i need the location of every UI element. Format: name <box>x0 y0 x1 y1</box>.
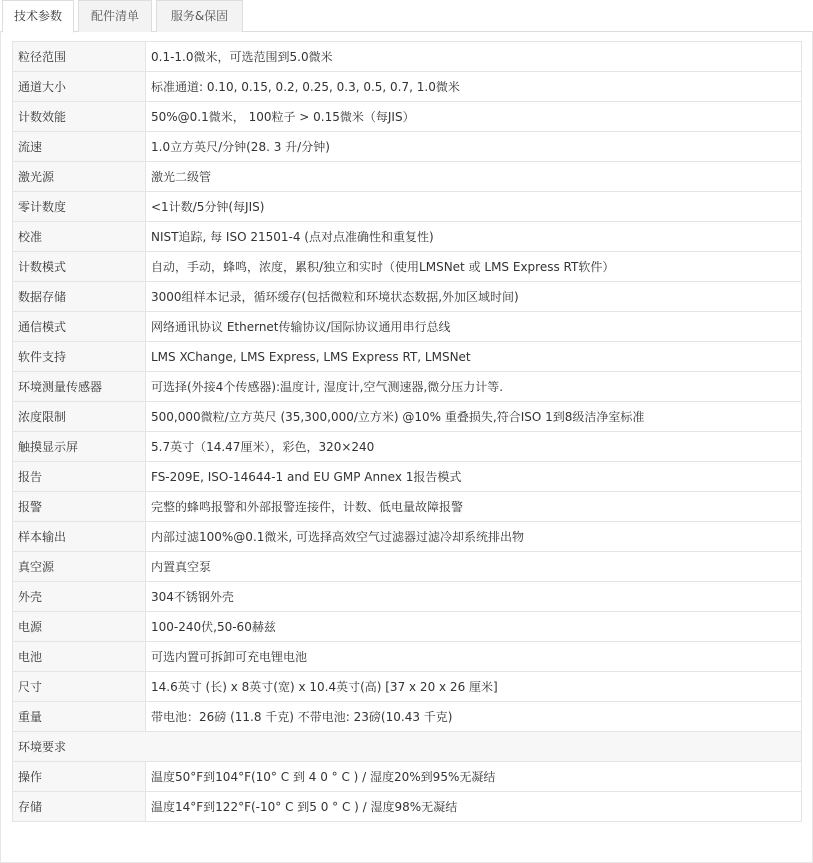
spec-value: <1计数/5分钟(每JIS) <box>146 192 802 222</box>
spec-row <box>13 372 802 402</box>
spec-row <box>13 252 802 282</box>
spec-key: 电源 <box>13 612 146 642</box>
spec-table <box>12 41 802 822</box>
spec-value: 内部过滤100%@0.1微米, 可选择高效空气过滤器过滤冷却系统排出物 <box>146 522 802 552</box>
spec-key: 计数模式 <box>13 252 146 282</box>
tab-panel <box>0 31 813 863</box>
spec-group-row <box>13 732 802 762</box>
spec-value: 304不锈钢外壳 <box>146 582 802 612</box>
spec-key: 触摸显示屏 <box>13 432 146 462</box>
spec-value: LMS XChange, LMS Express, LMS Express RT, LMSNet <box>146 342 802 372</box>
spec-row <box>13 792 802 822</box>
spec-value: NIST追踪, 每 ISO 21501-4 (点对点准确性和重复性) <box>146 222 802 252</box>
spec-key: 报警 <box>13 492 146 522</box>
spec-key: 粒径范围 <box>13 42 146 72</box>
spec-key: 数据存储 <box>13 282 146 312</box>
spec-row <box>13 552 802 582</box>
spec-key: 校准 <box>13 222 146 252</box>
spec-row <box>13 702 802 732</box>
spec-row <box>13 162 802 192</box>
spec-key: 尺寸 <box>13 672 146 702</box>
environment-heading: 环境要求 <box>13 732 802 762</box>
spec-value: FS-209E, ISO-14644-1 and EU GMP Annex 1报告模式 <box>146 462 802 492</box>
spec-value: 标准通道: 0.10, 0.15, 0.2, 0.25, 0.3, 0.5, 0.7, 1.0微米 <box>146 72 802 102</box>
spec-key: 真空源 <box>13 552 146 582</box>
spec-key: 样本输出 <box>13 522 146 552</box>
spec-row <box>13 132 802 162</box>
spec-row <box>13 222 802 252</box>
spec-value: 温度50°F到104°F(10° C 到 4 0 ° C ) / 湿度20%到95%无凝结 <box>146 762 802 792</box>
spec-key: 流速 <box>13 132 146 162</box>
spec-value: 1.0立方英尺/分钟(28. 3 升/分钟) <box>146 132 802 162</box>
spec-value: 5.7英寸（14.47厘米），彩色，320×240 <box>146 432 802 462</box>
spec-row <box>13 432 802 462</box>
spec-value: 0.1-1.0微米，可选范围到5.0微米 <box>146 42 802 72</box>
spec-value: 自动，手动，蜂鸣，浓度，累积/独立和实时（使用LMSNet 或 LMS Express RT软件） <box>146 252 802 282</box>
spec-key: 激光源 <box>13 162 146 192</box>
spec-value: 500,000微粒/立方英尺 (35,300,000/立方米) @10% 重叠损失,符合ISO 1到8级洁净室标准 <box>146 402 802 432</box>
spec-row <box>13 72 802 102</box>
spec-row <box>13 762 802 792</box>
spec-row <box>13 42 802 72</box>
spec-value: 可选择(外接4个传感器):温度计, 湿度计,空气测速器,微分压力计等. <box>146 372 802 402</box>
spec-value: 14.6英寸 (长) x 8英寸(宽) x 10.4英寸(高) [37 x 20 x 26 厘米] <box>146 672 802 702</box>
spec-row <box>13 642 802 672</box>
spec-key: 浓度限制 <box>13 402 146 432</box>
spec-key: 通道大小 <box>13 72 146 102</box>
spec-key: 环境测量传感器 <box>13 372 146 402</box>
spec-key: 存储 <box>13 792 146 822</box>
spec-key: 电池 <box>13 642 146 672</box>
tab-bar <box>0 0 813 32</box>
spec-row <box>13 102 802 132</box>
spec-row <box>13 282 802 312</box>
spec-value: 可选内置可拆卸可充电锂电池 <box>146 642 802 672</box>
spec-row <box>13 612 802 642</box>
spec-key: 零计数度 <box>13 192 146 222</box>
spec-row <box>13 312 802 342</box>
spec-value: 网络通讯协议 Ethernet传输协议/国际协议通用串行总线 <box>146 312 802 342</box>
spec-row <box>13 402 802 432</box>
tab-tech-specs[interactable]: 技术参数 <box>2 0 74 33</box>
spec-row <box>13 192 802 222</box>
spec-row <box>13 582 802 612</box>
spec-value: 3000组样本记录，循环缓存(包括微粒和环境状态数据,外加区域时间) <box>146 282 802 312</box>
spec-key: 软件支持 <box>13 342 146 372</box>
spec-value: 激光二级管 <box>146 162 802 192</box>
spec-value: 温度14°F到122°F(-10° C 到5 0 ° C ) / 湿度98%无凝结 <box>146 792 802 822</box>
spec-value: 带电池：26磅 (11.8 千克) 不带电池: 23磅(10.43 千克) <box>146 702 802 732</box>
spec-key: 计数效能 <box>13 102 146 132</box>
spec-row <box>13 522 802 552</box>
spec-key: 外壳 <box>13 582 146 612</box>
spec-key: 操作 <box>13 762 146 792</box>
spec-key: 重量 <box>13 702 146 732</box>
spec-row <box>13 672 802 702</box>
spec-row <box>13 492 802 522</box>
spec-value: 内置真空泵 <box>146 552 802 582</box>
spec-row <box>13 462 802 492</box>
spec-key: 通信模式 <box>13 312 146 342</box>
spec-value: 50%@0.1微米， 100粒子 > 0.15微米（每JIS） <box>146 102 802 132</box>
spec-row <box>13 342 802 372</box>
tab-service-warranty[interactable]: 服务&保固 <box>156 0 243 32</box>
tab-accessories[interactable]: 配件清单 <box>78 0 152 32</box>
spec-value: 100-240伏,50-60赫兹 <box>146 612 802 642</box>
spec-value: 完整的蜂鸣报警和外部报警连接件，计数、低电量故障报警 <box>146 492 802 522</box>
spec-key: 报告 <box>13 462 146 492</box>
